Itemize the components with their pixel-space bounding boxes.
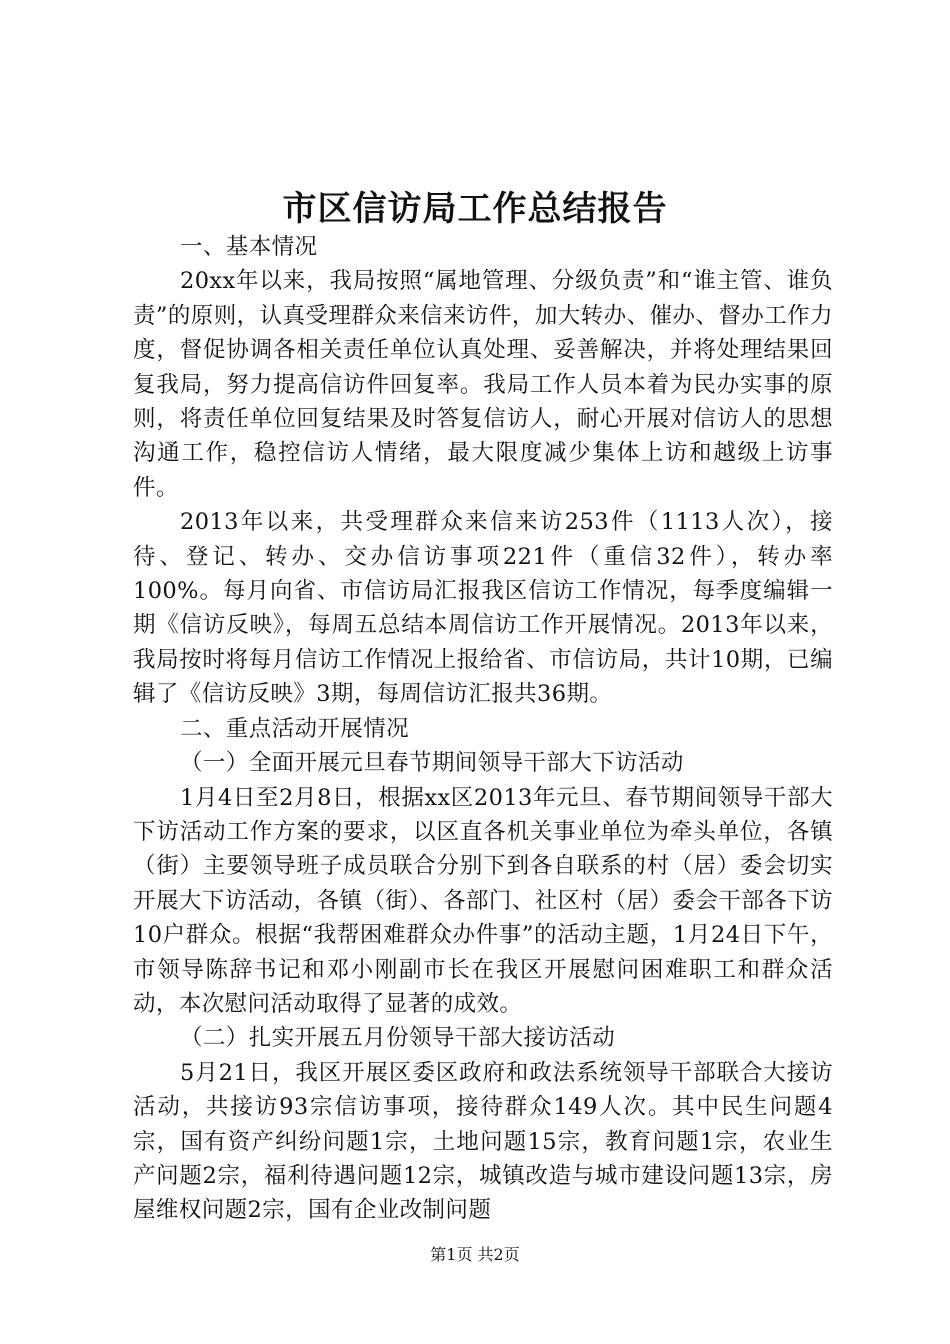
- subsection-heading: （一）全面开展元旦春节期间领导干部大下访活动: [180, 750, 684, 777]
- paragraph: 20xx年以来，我局按照“属地管理、分级负责”和“谁主管、谁负责”的原则，认真受理群众来信来访件，加大转办、催办、督办工作力度，督促协调各相关责任单位认真处理、妥善解决，并将处理结果回复我局，努力提高信访件回复率。我局工作人员本着为民办实事的原则，将责任单位回复结果及时答复信访人，耐心开展对信访人的思想沟通工作，稳控信访人情绪，最大限度减少集体上访和越级上访事件。: [133, 268, 833, 501]
- section-heading-activities: 二、重点活动开展情况: [180, 715, 410, 742]
- section-heading-basic: 一、基本情况: [180, 234, 318, 260]
- paragraph: 5月21日，我区开展区委区政府和政法系统领导干部联合大接访活动，共接访93宗信访事项，接待群众149人次。其中民生问题4宗，国有资产纠纷问题1宗，土地问题15宗，教育问题1宗，农业生产问题2宗，福利待遇问题12宗，城镇改造与城市建设问题13宗，房屋维权问题2宗，国有企业改制问题: [133, 1059, 833, 1224]
- page-footer: 第1页 共2页: [430, 1245, 520, 1264]
- paragraph: 2013年以来，共受理群众来信来访253件（1113人次），接待、登记、转办、交办信访事项221件（重信32件），转办率100%。每月向省、市信访局汇报我区信访工作情况，每季度编辑一期《信访反映》，每周五总结本周信访工作开展情况。2013年以来，我局按时将每月信访工作情况上报给省、市信访局，共计10期，已编辑了《信访反映》3期，每周信访汇报共36期。: [133, 509, 833, 708]
- paragraph: 1月4日至2月8日，根据xx区2013年元旦、春节期间领导干部大下访活动工作方案的要求，以区直各机关事业单位为牵头单位，各镇（街）主要领导班子成员联合分别下到各自联系的村（居）委会切实开展大下访活动，各镇（街）、各部门、社区村（居）委会干部各下访10户群众。根据“我帮困难群众办件事”的活动主题，1月24日下午，市领导陈辞书记和邓小刚副市长在我区开展慰问困难职工和群众活动，本次慰问活动取得了显著的成效。: [133, 784, 833, 1017]
- document-title: 市区信访局工作总结报告: [282, 189, 668, 229]
- document-body: [133, 230, 833, 1228]
- subsection-heading: （二）扎实开展五月份领导干部大接访活动: [180, 1025, 616, 1052]
